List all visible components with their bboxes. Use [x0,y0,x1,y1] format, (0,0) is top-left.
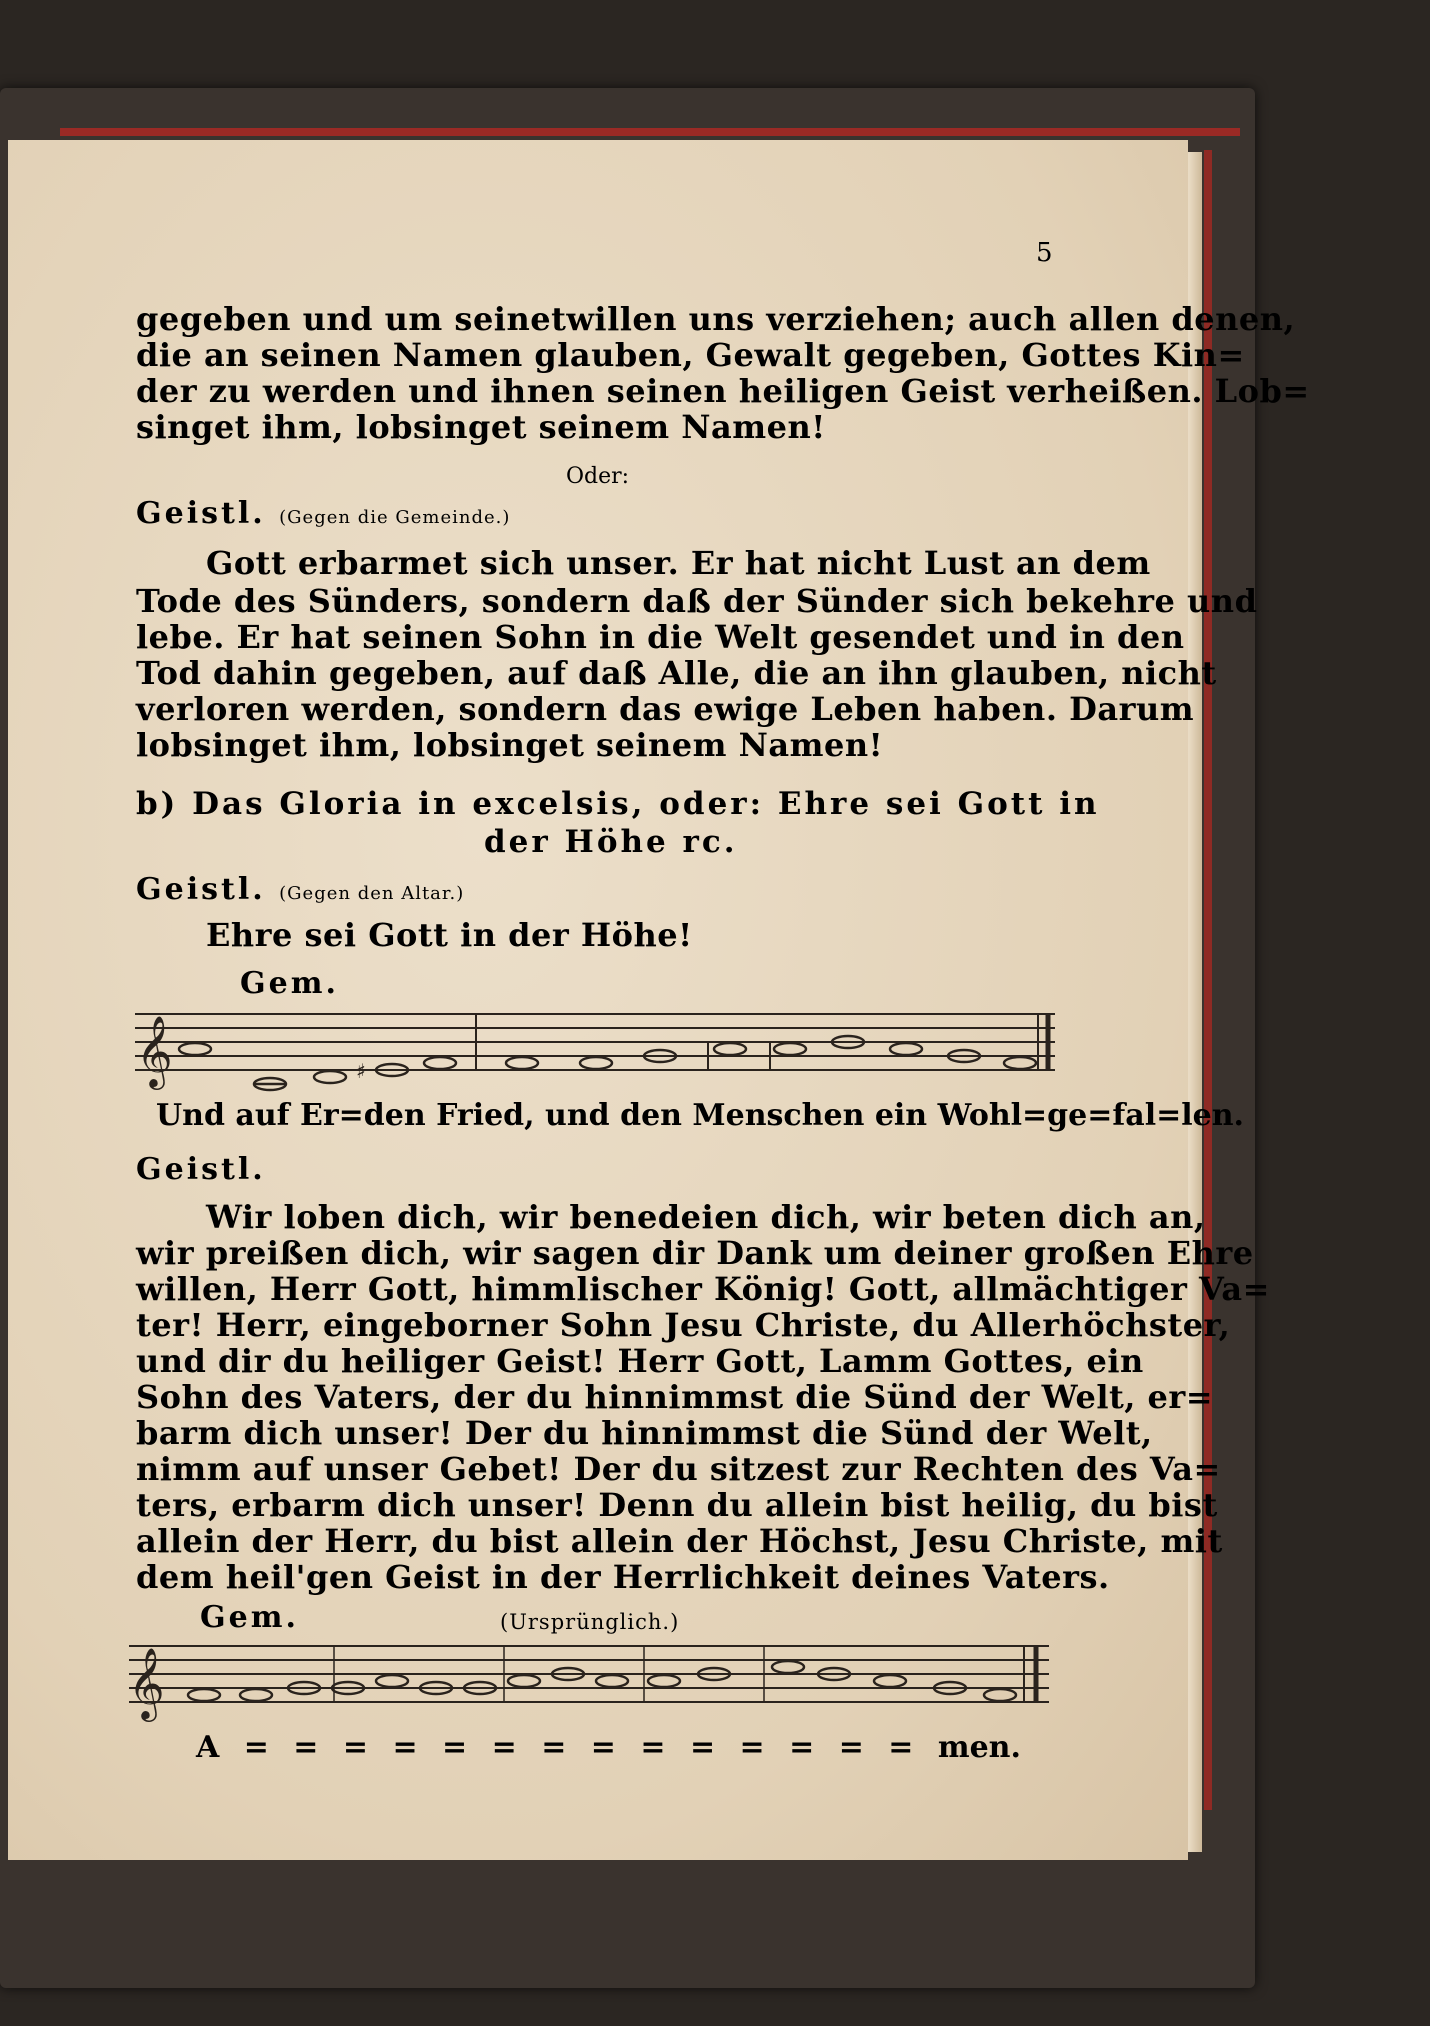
music-lyric: Und auf Er=den Fried, und den Menschen ein Wohl=ge=fal=len. [156,1098,1244,1133]
geistl-label: Geistl. [136,1152,266,1187]
text-line: lobsinget ihm, lobsinget seinem Namen! [136,726,884,764]
music-staff-2 [124,1632,1054,1732]
section-heading-line-2: der Höhe rc. [484,824,738,860]
text-line: wir preißen dich, wir sagen dir Dank um deiner großen Ehre [136,1234,1254,1272]
text-line: Gott erbarmet sich unser. Er hat nicht Lust an dem [206,544,1151,582]
text-line: singet ihm, lobsinget seinem Namen! [136,408,826,446]
treble-clef-icon: 𝄞 [136,1014,173,1087]
text-line: Sohn des Vaters, der du hinnimmst die Sünd der Welt, er= [136,1378,1214,1416]
music-lyric: A = = = = = = = = = = = = = = men. [196,1730,1021,1765]
gem-label: Gem. [200,1600,299,1635]
text-line: Tode des Sünders, sondern daß der Sünder sich bekehre und [136,582,1258,620]
red-page-edge-top [60,128,1240,136]
geistl-label: Geistl. (Gegen den Altar.) [136,872,465,907]
text-line: barm dich unser! Der du hinnimmst die Sünd der Welt, [136,1414,1153,1452]
stage-direction: (Ursprünglich.) [500,1610,680,1634]
oder-label: Oder: [566,464,630,489]
text-line: und dir du heiliger Geist! Herr Gott, Lamm Gottes, ein [136,1342,1144,1380]
gem-label: Gem. [240,966,339,1001]
text-line: allein der Herr, du bist allein der Höchst, Jesu Christe, mit [136,1522,1223,1560]
text-line: Wir loben dich, wir benedeien dich, wir beten dich an, [206,1198,1206,1236]
stage-direction: (Gegen die Gemeinde.) [279,507,511,528]
text-line: ter! Herr, eingeborner Sohn Jesu Christe, du Allerhöchster, [136,1306,1231,1344]
text-line: ters, erbarm dich unser! Denn du allein bist heilig, du bist [136,1486,1218,1524]
text-line: die an seinen Namen glauben, Gewalt gegeben, Gottes Kin= [136,336,1245,374]
sharp-icon: ♯ [356,1059,366,1083]
gloria-intonation: Ehre sei Gott in der Höhe! [206,916,693,954]
text-line: dem heil'gen Geist in der Herrlichkeit deines Vaters. [136,1558,1110,1596]
text-line: nimm auf unser Gebet! Der du sitzest zur Rechten des Va= [136,1450,1221,1488]
music-staff-1 [130,1000,1060,1100]
treble-clef-icon: 𝄞 [128,1646,165,1719]
page-number: 5 [1036,238,1053,268]
stage-direction: (Gegen den Altar.) [279,883,465,904]
geistl-label: Geistl. (Gegen die Gemeinde.) [136,496,511,531]
text-line: gegeben und um seinetwillen uns verziehen; auch allen denen, [136,300,1296,338]
text-line: willen, Herr Gott, himmlischer König! Gott, allmächtiger Va= [136,1270,1270,1308]
text-line: Tod dahin gegeben, auf daß Alle, die an ihn glauben, nicht [136,654,1217,692]
text-line: verloren werden, sondern das ewige Leben haben. Darum [136,690,1195,728]
section-heading-line-1: b) Das Gloria in excelsis, oder: Ehre sei Gott in [136,786,1100,822]
text-line: lebe. Er hat seinen Sohn in die Welt gesendet und in den [136,618,1185,656]
text-line: der zu werden und ihnen seinen heiligen Geist verheißen. Lob= [136,372,1310,410]
